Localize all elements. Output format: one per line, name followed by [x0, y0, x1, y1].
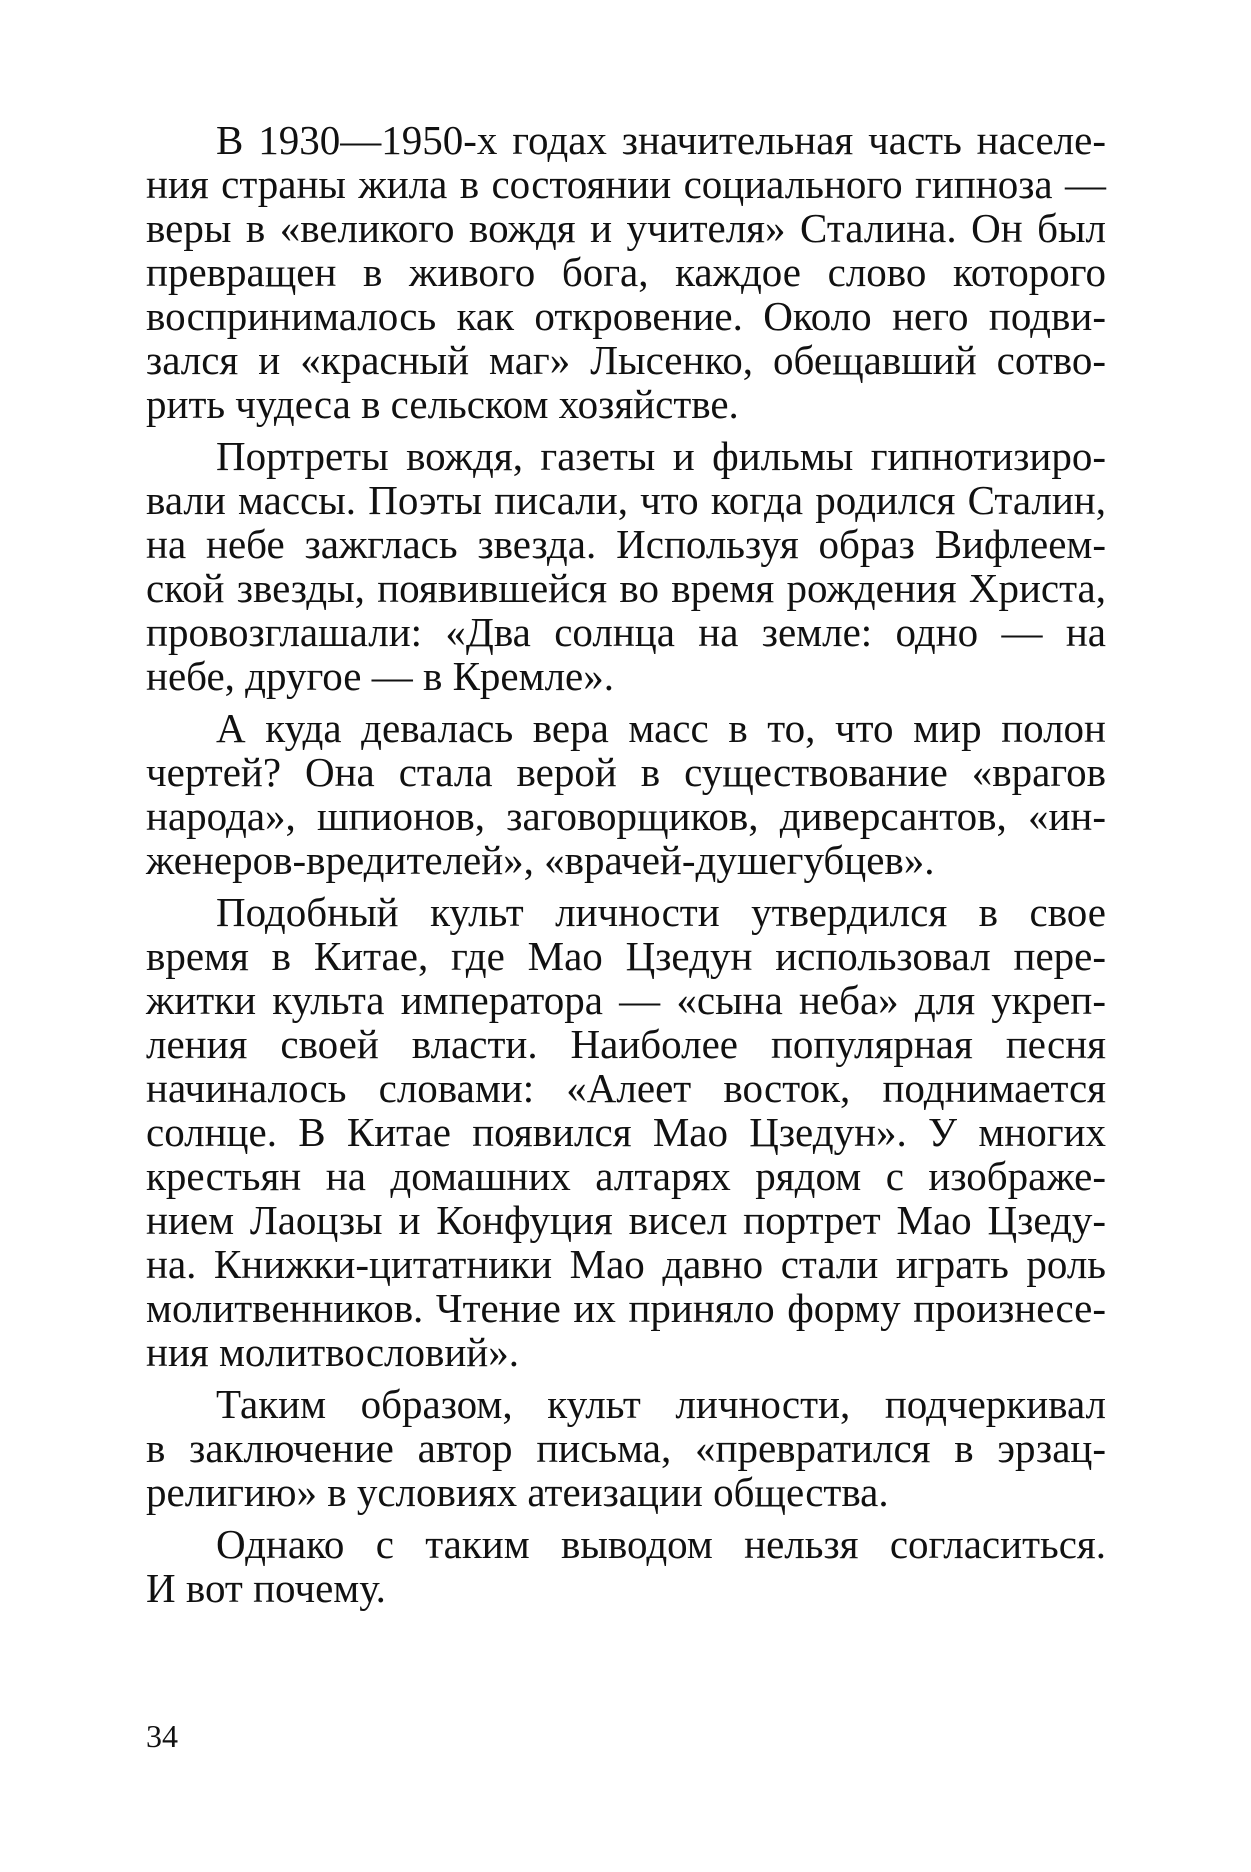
- text-line: крестьян на домашних алтарях рядом с изображе-: [146, 1153, 1106, 1199]
- text-line: молитвенников. Чтение их приняло форму произнесе-: [146, 1285, 1106, 1331]
- text-line: чертей? Она стала верой в существование «врагов: [146, 749, 1106, 795]
- text-line: нием Лаоцзы и Конфуция висел портрет Мао Цзеду-: [146, 1197, 1106, 1243]
- paragraph-4: [146, 890, 1106, 1374]
- text-line: ской звезды, появившейся во время рождения Христа,: [146, 565, 1106, 611]
- text-line: религию» в условиях атеизации общества.: [146, 1469, 889, 1515]
- text-line: ния страны жила в состоянии социального гипноза —: [146, 161, 1106, 207]
- text-line: В 1930—1950-х годах значительная часть населе-: [216, 117, 1106, 163]
- paragraph-5: [146, 1382, 1106, 1514]
- text-line: превращен в живого бога, каждое слово которого: [146, 249, 1106, 295]
- text-line: ления своей власти. Наиболее популярная песня: [146, 1021, 1106, 1067]
- text-line: вали массы. Поэты писали, что когда родился Сталин,: [146, 477, 1106, 523]
- text-line: небе, другое — в Кремле».: [146, 653, 614, 699]
- text-line: женеров-вредителей», «врачей-душегубцев».: [146, 837, 935, 883]
- text-line: провозглашали: «Два солнца на земле: одно — на: [146, 609, 1106, 655]
- text-line: на небе зажглась звезда. Используя образ Вифлеем-: [146, 521, 1106, 567]
- text-line: в заключение автор письма, «превратился в эрзац-: [146, 1425, 1106, 1471]
- text-line: ния молитвословий».: [146, 1329, 519, 1375]
- text-line: рить чудеса в сельском хозяйстве.: [146, 381, 739, 427]
- text-line: народа», шпионов, заговорщиков, диверсантов, «ин-: [146, 793, 1106, 839]
- text-line: А куда девалась вера масс в то, что мир полон: [216, 705, 1106, 751]
- text-line: веры в «великого вождя и учителя» Сталина. Он был: [146, 205, 1106, 251]
- text-line: Подобный культ личности утвердился в свое: [216, 889, 1106, 935]
- text-line: Таким образом, культ личности, подчеркивал: [216, 1381, 1106, 1427]
- paragraph-1: [146, 118, 1106, 426]
- paragraph-3: [146, 706, 1106, 882]
- text-line: время в Китае, где Мао Цзедун использовал пере-: [146, 933, 1106, 979]
- paragraph-2: [146, 434, 1106, 698]
- text-line: на. Книжки-цитатники Мао давно стали играть роль: [146, 1241, 1106, 1287]
- text-line: житки культа императора — «сына неба» для укреп-: [146, 977, 1106, 1023]
- text-line: воспринималось как откровение. Около него подви-: [146, 293, 1106, 339]
- page-number: 34: [146, 1718, 178, 1754]
- page-body: [146, 118, 1106, 1618]
- paragraph-6: [146, 1522, 1106, 1610]
- text-line: Однако с таким выводом нельзя согласиться.: [216, 1521, 1106, 1567]
- text-line: солнце. В Китае появился Мао Цзедун». У многих: [146, 1109, 1106, 1155]
- text-line: зался и «красный маг» Лысенко, обещавший сотво-: [146, 337, 1106, 383]
- text-line: начиналось словами: «Алеет восток, поднимается: [146, 1065, 1106, 1111]
- text-line: И вот почему.: [146, 1565, 386, 1611]
- text-line: Портреты вождя, газеты и фильмы гипнотизиро-: [216, 433, 1106, 479]
